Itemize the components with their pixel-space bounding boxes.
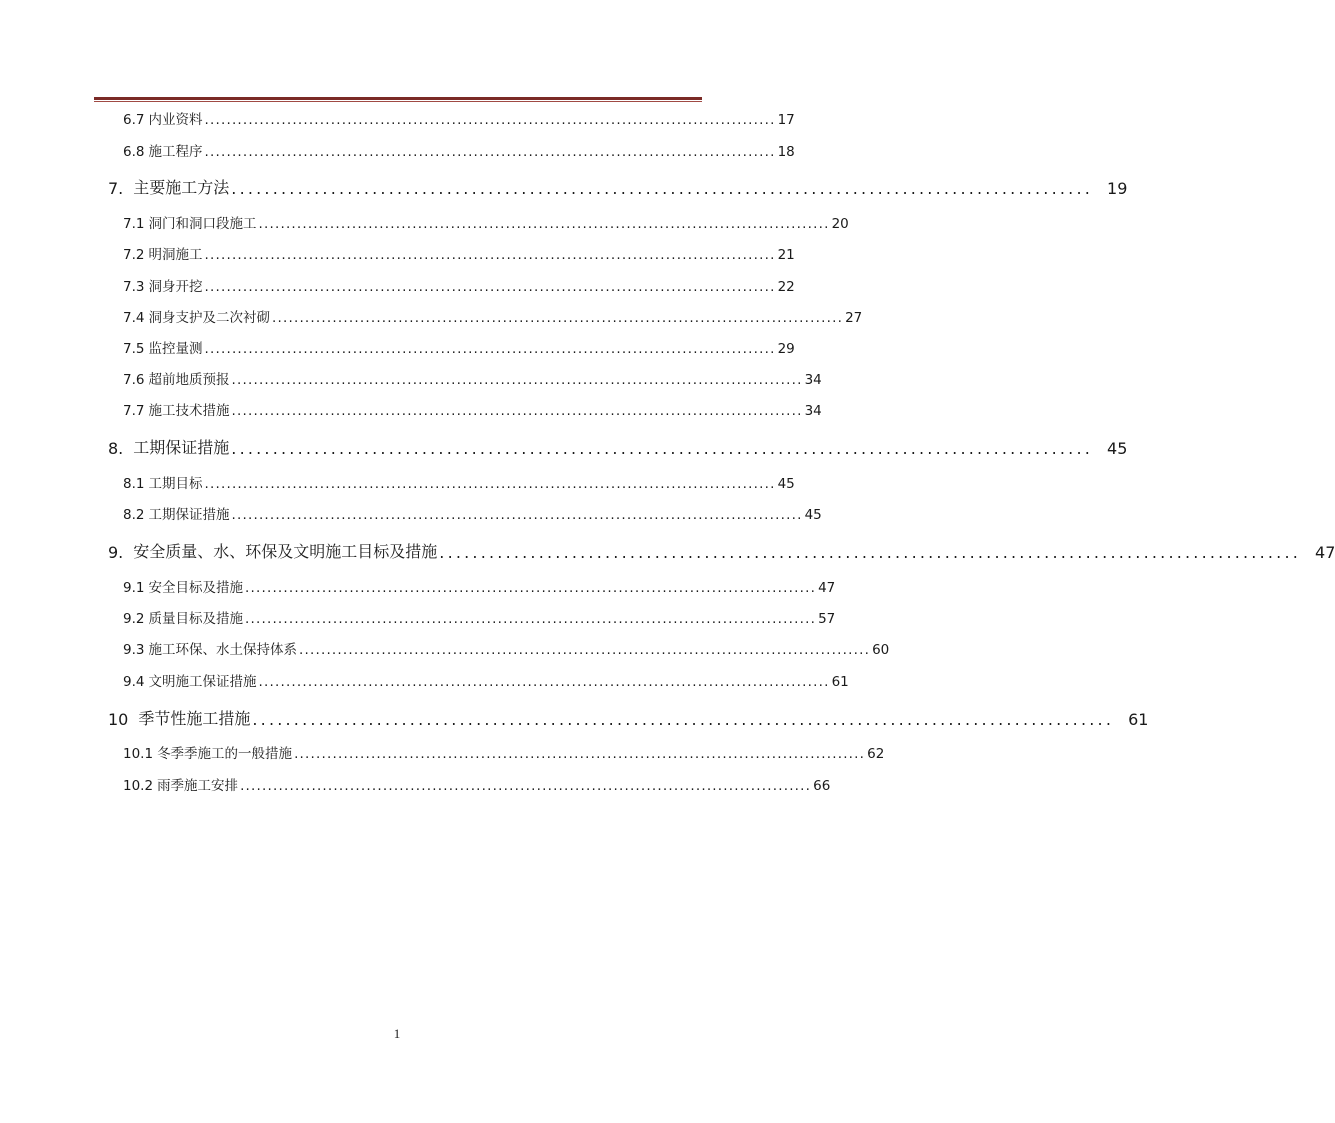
dot-leader: ........................................................................................................ xyxy=(258,674,830,690)
toc-page: 45 xyxy=(1107,439,1128,458)
toc-title: 安全目标及措施 xyxy=(148,580,243,596)
dot-leader: ........................................................................................................ xyxy=(231,372,803,388)
toc-entry[interactable] xyxy=(123,212,849,232)
toc-number: 8.1 xyxy=(123,476,145,492)
toc-page: 61 xyxy=(831,674,849,690)
toc-number: 7.2 xyxy=(123,247,145,263)
toc-number: 10 xyxy=(108,710,129,729)
toc-title: 文明施工保证措施 xyxy=(148,674,257,690)
toc-page: 19 xyxy=(1107,179,1128,198)
toc-number: 8.2 xyxy=(123,507,145,523)
toc-number: 6.7 xyxy=(123,112,145,128)
dot-leader: ........................................................................................................ xyxy=(204,476,776,492)
toc-entry[interactable] xyxy=(123,742,885,762)
dot-leader: ........................................................................................................ xyxy=(439,543,1302,562)
toc-number: 9.4 xyxy=(123,674,145,690)
toc-number: 7.3 xyxy=(123,279,145,295)
dot-leader: ........................................................................................................ xyxy=(204,144,776,160)
dot-leader: ........................................................................................................ xyxy=(231,439,1094,458)
page-number: 1 xyxy=(393,1026,401,1041)
toc-page: 47 xyxy=(818,580,836,596)
toc-title: 安全质量、水、环保及文明施工目标及措施 xyxy=(133,542,438,561)
toc-number: 7.6 xyxy=(123,372,145,388)
toc-number: 7.4 xyxy=(123,310,145,326)
toc-entry[interactable] xyxy=(123,337,795,357)
toc-title: 内业资料 xyxy=(148,112,203,128)
toc-page: 66 xyxy=(813,778,831,794)
toc-number: 10.2 xyxy=(123,778,154,794)
dot-leader: ........................................................................................................ xyxy=(294,746,866,762)
toc-entry[interactable] xyxy=(108,434,1128,458)
toc-title: 雨季施工安排 xyxy=(157,778,239,794)
toc-title: 施工程序 xyxy=(148,144,203,160)
toc-entry[interactable] xyxy=(108,174,1128,198)
dot-leader: ........................................................................................................ xyxy=(298,642,871,658)
toc-page: 18 xyxy=(777,144,795,160)
dot-leader: ........................................................................................................ xyxy=(271,310,844,326)
toc-page: 21 xyxy=(777,247,795,263)
toc-title: 施工技术措施 xyxy=(148,403,230,419)
toc-entry[interactable] xyxy=(123,774,831,794)
toc-entry[interactable] xyxy=(123,472,795,492)
toc-title: 施工环保、水土保持体系 xyxy=(148,642,297,658)
toc-number: 7. xyxy=(108,179,124,198)
toc-page: 22 xyxy=(777,279,795,295)
toc-title: 明洞施工 xyxy=(148,247,203,263)
toc-title: 质量目标及措施 xyxy=(148,611,243,627)
toc-entry[interactable] xyxy=(123,607,836,627)
toc-title: 洞身开挖 xyxy=(148,279,203,295)
toc-page: 45 xyxy=(804,507,822,523)
toc-entry[interactable] xyxy=(123,243,795,263)
toc-title: 季节性施工措施 xyxy=(138,709,251,728)
toc-entry[interactable] xyxy=(108,705,1149,729)
dot-leader: ........................................................................................................ xyxy=(258,216,830,232)
toc-title: 监控量测 xyxy=(148,341,203,357)
toc-title: 洞门和洞口段施工 xyxy=(148,216,257,232)
toc-number: 9.2 xyxy=(123,611,145,627)
toc-entry[interactable] xyxy=(123,399,822,419)
toc-number: 9.1 xyxy=(123,580,145,596)
dot-leader: ........................................................................................................ xyxy=(204,341,776,357)
dot-leader: ........................................................................................................ xyxy=(231,179,1094,198)
toc-page: 60 xyxy=(872,642,890,658)
toc-entry[interactable] xyxy=(123,638,890,658)
toc-page: 57 xyxy=(818,611,836,627)
toc-page: 62 xyxy=(867,746,885,762)
toc-entry[interactable] xyxy=(123,108,795,128)
toc-number: 8. xyxy=(108,439,124,458)
dot-leader: ........................................................................................................ xyxy=(231,507,803,523)
toc-page: 61 xyxy=(1128,710,1149,729)
dot-leader: ........................................................................................................ xyxy=(252,710,1115,729)
toc-title: 工期保证措施 xyxy=(133,438,230,457)
dot-leader: ........................................................................................................ xyxy=(231,403,803,419)
dot-leader: ........................................................................................................ xyxy=(204,247,776,263)
dot-leader: ........................................................................................................ xyxy=(244,611,817,627)
toc-number: 7.1 xyxy=(123,216,145,232)
toc-number: 6.8 xyxy=(123,144,145,160)
dot-leader: ........................................................................................................ xyxy=(204,112,776,128)
toc-title: 工期保证措施 xyxy=(148,507,230,523)
toc-title: 洞身支护及二次衬砌 xyxy=(148,310,270,326)
dot-leader: ........................................................................................................ xyxy=(204,279,776,295)
toc-entry[interactable] xyxy=(123,368,822,388)
toc-entry[interactable] xyxy=(123,503,822,523)
toc-entry[interactable] xyxy=(123,306,863,326)
toc-page: 47 xyxy=(1315,543,1335,562)
toc-entry[interactable] xyxy=(123,670,849,690)
toc-number: 7.5 xyxy=(123,341,145,357)
toc-number: 10.1 xyxy=(123,746,154,762)
toc-page: 27 xyxy=(845,310,863,326)
toc-page: 17 xyxy=(777,112,795,128)
toc-title: 超前地质预报 xyxy=(148,372,230,388)
toc-page: 29 xyxy=(777,341,795,357)
toc-entry[interactable] xyxy=(108,538,1335,562)
toc-entry[interactable] xyxy=(123,275,795,295)
toc-number: 9.3 xyxy=(123,642,145,658)
toc-page: 45 xyxy=(777,476,795,492)
toc-title: 工期目标 xyxy=(148,476,203,492)
toc-page: 34 xyxy=(804,403,822,419)
toc-title: 主要施工方法 xyxy=(133,178,230,197)
toc-page: 20 xyxy=(831,216,849,232)
toc-entry[interactable] xyxy=(123,576,836,596)
toc-entry[interactable] xyxy=(123,140,795,160)
dot-leader: ........................................................................................................ xyxy=(244,580,817,596)
dot-leader: ........................................................................................................ xyxy=(240,778,812,794)
toc-title: 冬季季施工的一般措施 xyxy=(157,746,293,762)
toc-number: 9. xyxy=(108,543,124,562)
toc-page: 34 xyxy=(804,372,822,388)
toc-number: 7.7 xyxy=(123,403,145,419)
